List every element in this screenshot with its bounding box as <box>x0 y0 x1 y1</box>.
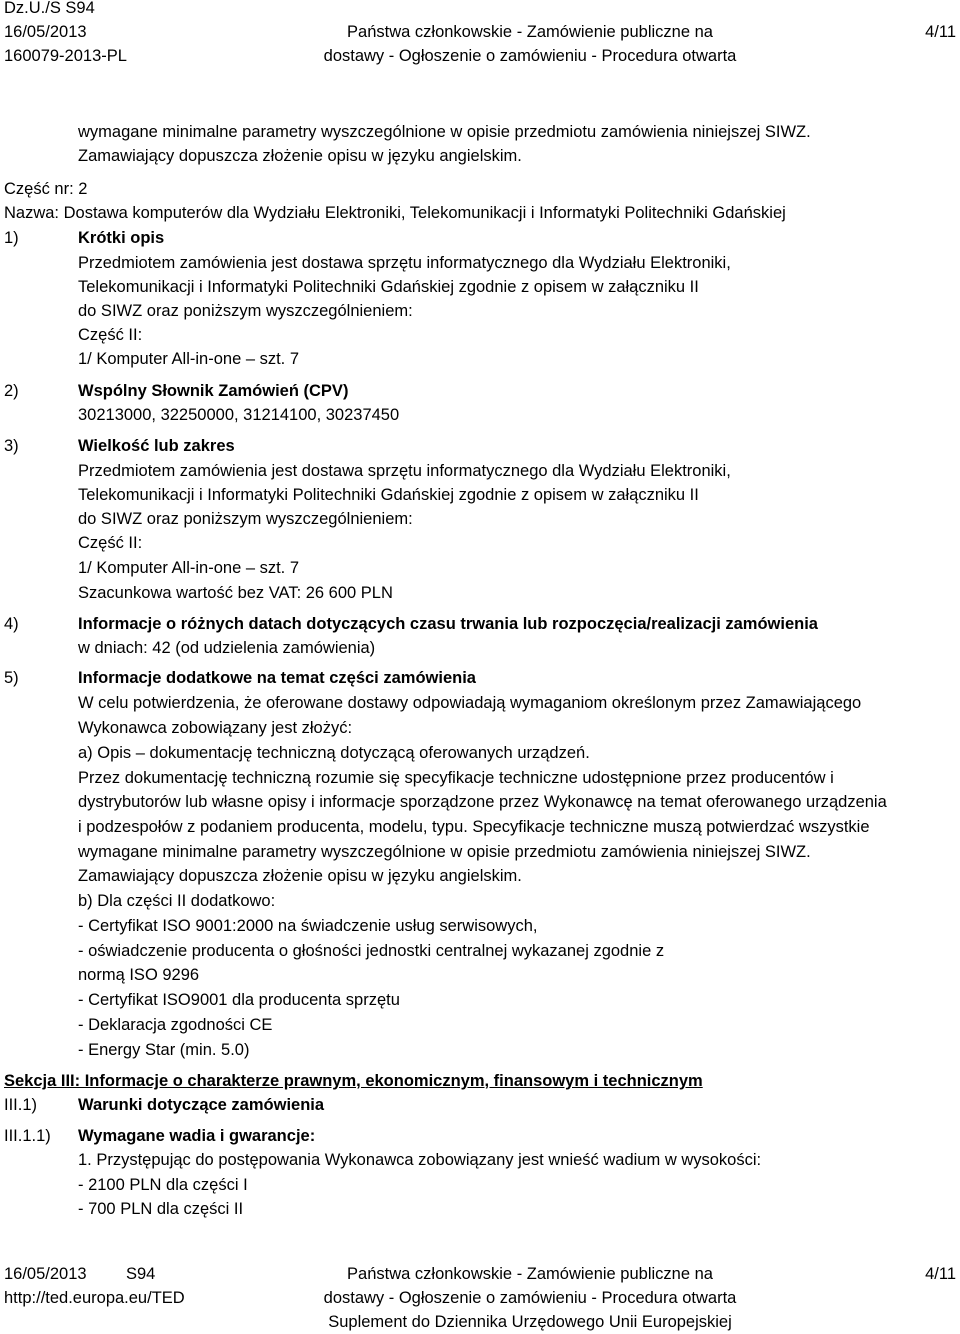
item-number: 1) <box>4 229 19 247</box>
item-title: Informacje dodatkowe na temat części zamówienia <box>78 669 476 687</box>
item-line: a) Opis – dokumentację techniczną dotyczącą oferowanych urządzeń. <box>78 744 590 762</box>
footer-title-line1: Państwa członkowskie - Zamówienie publiczne na <box>347 1265 713 1283</box>
item-line: - Certyfikat ISO9001 dla producenta sprzętu <box>78 991 400 1009</box>
header-title-line1: Państwa członkowskie - Zamówienie publiczne na <box>347 23 713 41</box>
header-title-line2: dostawy - Ogłoszenie o zamówieniu - Procedura otwarta <box>323 47 737 65</box>
header-date: 16/05/2013 <box>4 23 87 41</box>
item-line: Część II: <box>78 534 143 552</box>
item-line: normą ISO 9296 <box>78 966 200 984</box>
header-page-number: 4/11 <box>925 23 956 41</box>
item-line: dystrybutorów lub własne opisy i informacje sporządzone przez Wykonawcę na temat oferowanego urządzenia <box>78 793 887 811</box>
item-line: b) Dla części II dodatkowo: <box>78 892 276 910</box>
item-number: 5) <box>4 669 19 687</box>
footer-url[interactable]: http://ted.europa.eu/TED <box>4 1289 185 1307</box>
subsection-title: Wymagane wadia i gwarancje: <box>78 1127 316 1145</box>
header-notice-id: 160079-2013-PL <box>4 47 127 65</box>
item-line: - Deklaracja zgodności CE <box>78 1016 273 1034</box>
subsection-title: Warunki dotyczące zamówienia <box>78 1096 325 1114</box>
item-line: Część II: <box>78 326 143 344</box>
item-line: Przedmiotem zamówienia jest dostawa sprzętu informatycznego dla Wydziału Elektroniki, <box>78 254 731 272</box>
part-name: Nazwa: Dostawa komputerów dla Wydziału Elektroniki, Telekomunikacji i Informatyki Politechniki Gdańskiej <box>4 204 786 222</box>
continuation-line: Zamawiający dopuszcza złożenie opisu w języku angielskim. <box>78 147 522 165</box>
duration: w dniach: 42 (od udzielenia zamówienia) <box>78 639 376 657</box>
header-journal-ref: Dz.U./S S94 <box>4 0 95 17</box>
item-line: Telekomunikacji i Informatyki Politechniki Gdańskiej zgodnie z opisem w załączniku II <box>78 486 699 504</box>
item-line: Wykonawca zobowiązany jest złożyć: <box>78 719 353 737</box>
section-heading: Sekcja III: Informacje o charakterze prawnym, ekonomicznym, finansowym i technicznym <box>4 1072 703 1090</box>
guarantee-line: - 700 PLN dla części II <box>78 1200 244 1218</box>
item-line: - Certyfikat ISO 9001:2000 na świadczenie usług serwisowych, <box>78 917 538 935</box>
item-line: W celu potwierdzenia, że oferowane dostawy odpowiadają wymaganiom określonym przez Zamawiającego <box>78 694 862 712</box>
item-line: 1/ Komputer All-in-one – szt. 7 <box>78 559 300 577</box>
item-title: Informacje o różnych datach dotyczących czasu trwania lub rozpoczęcia/realizacji zamówienia <box>78 615 818 633</box>
item-line: Przedmiotem zamówienia jest dostawa sprzętu informatycznego dla Wydziału Elektroniki, <box>78 462 731 480</box>
footer-title-line2: dostawy - Ogłoszenie o zamówieniu - Procedura otwarta <box>323 1289 737 1307</box>
footer-date: 16/05/2013 <box>4 1265 87 1283</box>
item-line: Przez dokumentację techniczną rozumie się specyfikacje techniczne udostępnione przez producentów i <box>78 769 834 787</box>
subsection-number: III.1.1) <box>4 1127 51 1145</box>
item-line: 1/ Komputer All-in-one – szt. 7 <box>78 350 300 368</box>
part-number: Część nr: 2 <box>4 180 88 198</box>
item-number: 4) <box>4 615 19 633</box>
footer-title-line3: Suplement do Dziennika Urzędowego Unii Europejskiej <box>328 1313 732 1331</box>
item-line: - oświadczenie producenta o głośności jednostki centralnej wykazanej zgodnie z <box>78 942 665 960</box>
item-line: wymagane minimalne parametry wyszczególnione w opisie przedmiotu zamówienia niniejszej SIWZ. <box>78 843 811 861</box>
estimated-value: Szacunkowa wartość bez VAT: 26 600 PLN <box>78 584 393 602</box>
guarantee-line: - 2100 PLN dla części I <box>78 1176 248 1194</box>
subsection-number: III.1) <box>4 1096 38 1114</box>
item-number: 2) <box>4 382 19 400</box>
item-title: Krótki opis <box>78 229 165 247</box>
continuation-line: wymagane minimalne parametry wyszczególnione w opisie przedmiotu zamówienia niniejszej SIWZ. <box>78 123 811 141</box>
item-line: do SIWZ oraz poniższym wyszczególnieniem: <box>78 302 413 320</box>
footer-issue: S94 <box>126 1265 156 1283</box>
item-title: Wielkość lub zakres <box>78 437 235 455</box>
item-title: Wspólny Słownik Zamówień (CPV) <box>78 382 349 400</box>
item-line: Telekomunikacji i Informatyki Politechniki Gdańskiej zgodnie z opisem w załączniku II <box>78 278 699 296</box>
guarantee-line: 1. Przystępując do postępowania Wykonawca zobowiązany jest wnieść wadium w wysokości: <box>78 1151 762 1169</box>
footer-page-number: 4/11 <box>925 1265 956 1283</box>
item-line: - Energy Star (min. 5.0) <box>78 1041 250 1059</box>
cpv-codes: 30213000, 32250000, 31214100, 30237450 <box>78 406 400 424</box>
item-line: do SIWZ oraz poniższym wyszczególnieniem: <box>78 510 413 528</box>
item-number: 3) <box>4 437 19 455</box>
item-line: i podzespołów z podaniem producenta, modelu, typu. Specyfikacje techniczne muszą potwierdzać wszystkie <box>78 818 870 836</box>
item-line: Zamawiający dopuszcza złożenie opisu w języku angielskim. <box>78 867 522 885</box>
